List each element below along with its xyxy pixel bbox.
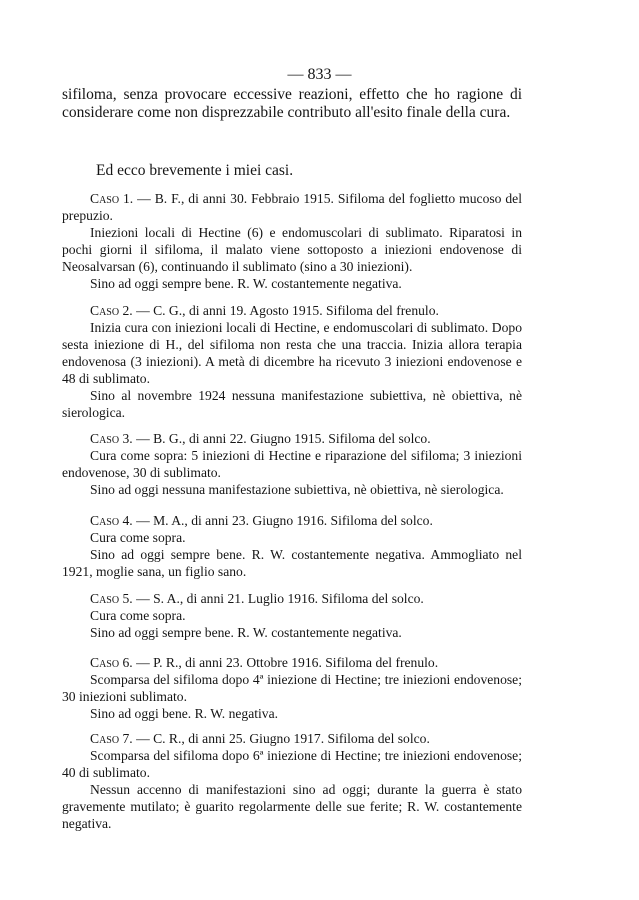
case-header xyxy=(62,302,522,319)
case-label: Caso 5. xyxy=(90,591,133,606)
case-label: Caso 6. xyxy=(90,655,133,670)
intro-paragraph: sifiloma, senza provocare eccessive reazioni, effetto che ho ragione di considerare come non disprezzabile contributo all'esito finale della cura. xyxy=(62,86,522,121)
case-header-text: — P. R., di anni 23. Ottobre 1916. Sifiloma del frenulo. xyxy=(132,655,439,670)
case-header-text: — C. R., di anni 25. Giugno 1917. Sifiloma del solco. xyxy=(132,731,430,746)
case-label: Caso 2. xyxy=(90,303,133,318)
case-header-text: — S. A., di anni 21. Luglio 1916. Sifiloma del solco. xyxy=(132,591,424,606)
case-label: Caso 1. xyxy=(90,191,134,206)
case-6 xyxy=(62,654,522,722)
case-paragraph: Scomparsa del sifiloma dopo 6ª iniezione di Hectine; tre iniezioni endovenose; 40 di sublimato. xyxy=(62,748,522,780)
case-3 xyxy=(62,430,522,498)
case-label: Caso 7. xyxy=(90,731,133,746)
case-header xyxy=(62,590,522,607)
case-header xyxy=(62,512,522,529)
case-header xyxy=(62,430,522,447)
case-header-text: — B. G., di anni 22. Giugno 1915. Sifiloma del solco. xyxy=(132,431,431,446)
case-label: Caso 4. xyxy=(90,513,133,528)
case-5 xyxy=(62,590,522,641)
case-paragraph: Cura come sopra. xyxy=(90,530,186,545)
case-header-text: — M. A., di anni 23. Giugno 1916. Sifiloma del solco. xyxy=(132,513,433,528)
case-header-text: — B. F., di anni 30. Febbraio 1915. Sifiloma del foglietto mucoso del prepuzio. xyxy=(62,191,522,223)
case-paragraph: Cura come sopra. xyxy=(90,608,186,623)
case-7 xyxy=(62,730,522,832)
case-header xyxy=(62,190,522,224)
case-label: Caso 3. xyxy=(90,431,133,446)
case-header xyxy=(62,654,522,671)
case-header-text: — C. G., di anni 19. Agosto 1915. Sifiloma del frenulo. xyxy=(132,303,439,318)
case-paragraph: Sino ad oggi nessuna manifestazione subiettiva, nè obiettiva, nè sierologica. xyxy=(90,482,504,497)
page-number: — 833 — xyxy=(287,66,352,83)
case-4 xyxy=(62,512,522,580)
intro-line: Ed ecco brevemente i miei casi. xyxy=(96,162,294,179)
case-header xyxy=(62,730,522,747)
case-paragraph: Sino ad oggi sempre bene. R. W. costantemente negativa. xyxy=(90,276,402,291)
case-paragraph: Scomparsa del sifiloma dopo 4ª iniezione di Hectine; tre iniezioni endovenose; 30 iniezioni sublimato. xyxy=(62,672,522,704)
case-paragraph: Cura come sopra: 5 iniezioni di Hectine e riparazione del sifiloma; 3 iniezioni endovenose, 30 di sublimato. xyxy=(62,448,522,480)
case-paragraph: Iniezioni locali di Hectine (6) e endomuscolari di sublimato. Riparatosi in pochi giorni il sifiloma, il malato viene sottoposto a iniezioni endovenose di Neosalvarsan (6), continuando il sublimato (sino a 30 iniezioni). xyxy=(62,225,522,274)
case-paragraph: Sino ad oggi bene. R. W. negativa. xyxy=(90,706,279,721)
case-paragraph: Sino al novembre 1924 nessuna manifestazione subiettiva, nè obiettiva, nè sierologica. xyxy=(62,388,522,420)
case-paragraph: Nessun accenno di manifestazioni sino ad oggi; durante la guerra è stato gravemente mutilato; è guarito regolarmente delle sue ferite; R. W. costantemente negativa. xyxy=(62,782,522,831)
case-paragraph: Sino ad oggi sempre bene. R. W. costantemente negativa. xyxy=(90,625,402,640)
case-paragraph: Sino ad oggi sempre bene. R. W. costantemente negativa. Ammogliato nel 1921, moglie sana, un figlio sano. xyxy=(62,547,522,579)
case-2 xyxy=(62,302,522,421)
case-paragraph: Inizia cura con iniezioni locali di Hectine, e endomuscolari di sublimato. Dopo sesta iniezione di H., del sifiloma non resta che una traccia. Inizia allora terapia endovenosa (3 iniezioni). A metà di dicembre ha ricevuto 3 iniezioni endovenose e 48 di sublimato. xyxy=(62,320,522,386)
case-1 xyxy=(62,190,522,292)
